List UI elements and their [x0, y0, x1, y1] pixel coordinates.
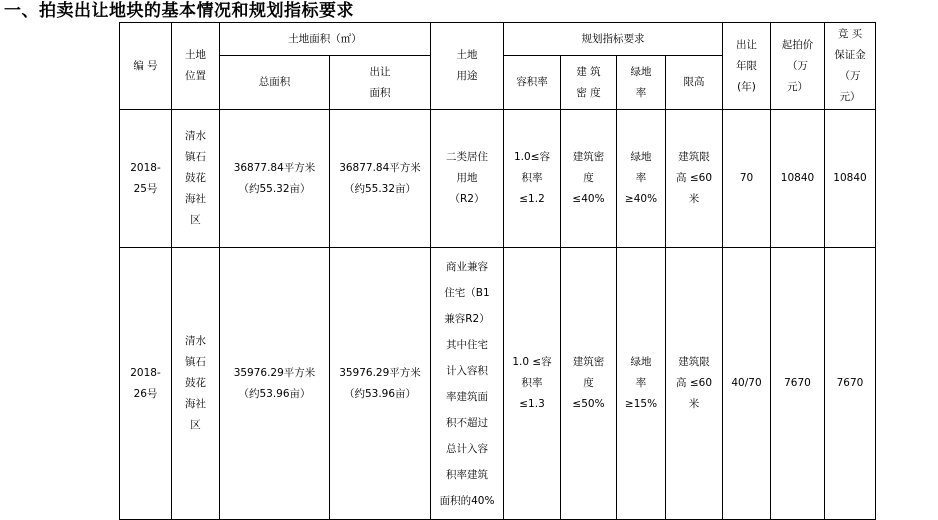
row-far: 1.0 ≤容 积率 ≤1.3 — [504, 248, 561, 520]
row-green-rate: 绿地 率 ≥40% — [617, 110, 666, 248]
header-number: 编 号 — [120, 23, 172, 110]
row-total-area: 36877.84平方米 （约55.32亩） — [220, 110, 330, 248]
row-green-rate: 绿地 率 ≥15% — [617, 248, 666, 520]
row-start-price: 7670 — [771, 248, 825, 520]
row-number: 2018- 26号 — [120, 248, 172, 520]
row-number: 2018- 25号 — [120, 110, 172, 248]
row-land-use: 商业兼容 住宅（B1 兼容R2） 其中住宅 计入容积 率建筑面 积不超过 总计入容 积率建筑 面积的40% — [431, 248, 504, 520]
row-deposit: 7670 — [825, 248, 876, 520]
header-total-area: 总面积 — [220, 56, 330, 110]
table-row — [120, 110, 876, 248]
row-term: 70 — [723, 110, 771, 248]
row-location: 清水 镇石 鼓花 海社 区 — [172, 110, 220, 248]
row-total-area: 35976.29平方米 （约53.96亩） — [220, 248, 330, 520]
table-row — [120, 248, 876, 520]
header-land-use: 土地 用途 — [431, 23, 504, 110]
section-heading: 一、拍卖出让地块的基本情况和规划指标要求 — [4, 1, 354, 21]
row-far: 1.0≤容 积率 ≤1.2 — [504, 110, 561, 248]
header-start-price: 起拍价 （万 元） — [771, 23, 825, 110]
row-start-price: 10840 — [771, 110, 825, 248]
header-transfer-area: 出让 面积 — [330, 56, 431, 110]
header-area-group: 土地面积（㎡） — [220, 23, 431, 56]
header-density: 建 筑 密 度 — [561, 56, 617, 110]
row-transfer-area: 35976.29平方米 （约53.96亩） — [330, 248, 431, 520]
row-height-limit: 建筑限 高 ≤60 米 — [666, 110, 723, 248]
header-green-rate: 绿地 率 — [617, 56, 666, 110]
row-land-use: 二类居住 用地 （R2） — [431, 110, 504, 248]
header-location: 土地 位置 — [172, 23, 220, 110]
header-term: 出让 年限 (年) — [723, 23, 771, 110]
header-planning-group: 规划指标要求 — [504, 23, 723, 56]
row-deposit: 10840 — [825, 110, 876, 248]
row-density: 建筑密 度 ≤50% — [561, 248, 617, 520]
row-location: 清水 镇石 鼓花 海社 区 — [172, 248, 220, 520]
header-height-limit: 限高 — [666, 56, 723, 110]
land-parcel-table — [119, 22, 876, 520]
header-far: 容积率 — [504, 56, 561, 110]
row-density: 建筑密 度 ≤40% — [561, 110, 617, 248]
row-term: 40/70 — [723, 248, 771, 520]
row-transfer-area: 36877.84平方米 （约55.32亩） — [330, 110, 431, 248]
row-height-limit: 建筑限 高 ≤60 米 — [666, 248, 723, 520]
header-deposit: 竞 买 保证金 （万 元） — [825, 23, 876, 110]
